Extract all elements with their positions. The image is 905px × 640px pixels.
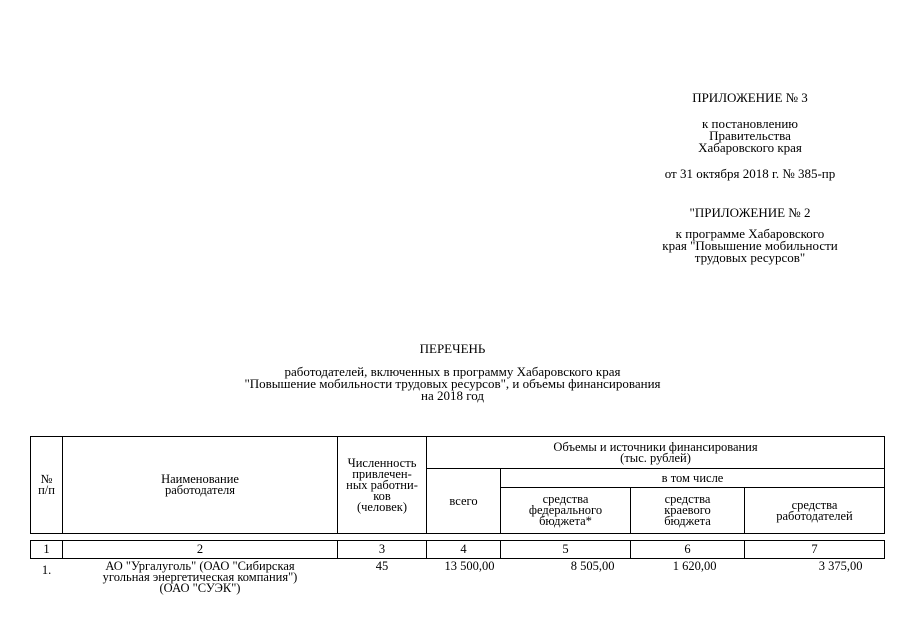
appendix-2-line: к программе Хабаровского [675,226,825,241]
header-regional: средства краевого бюджета [631,488,745,534]
row-count: 45 [375,559,389,573]
appendix-3-date: от 31 октября 2018 г. № 385-пр [664,166,836,181]
appendix-3-line: к постановлению [701,116,799,131]
document-title-block [0,343,905,402]
appendix-3-heading: ПРИЛОЖЕНИЕ № 3 [692,90,808,105]
document-title: ПЕРЕЧЕНЬ [419,341,486,356]
header-name: Наименование работодателя [63,437,338,534]
header-count: Численность привлечен- ных работни- ков (человек) [338,437,427,534]
header-num: № п/п [31,437,63,534]
header-financing: Объемы и источники финансирования (тыс. рублей) [427,437,885,469]
document-subtitle-line: на 2018 год [421,388,484,403]
appendix-3-line: Хабаровского края [698,140,802,155]
column-number: 1 [31,541,63,559]
financing-table [30,436,885,615]
row-employer: 3 375,00 [818,559,863,573]
column-number: 3 [338,541,427,559]
appendix-2-heading: "ПРИЛОЖЕНИЕ № 2 [689,205,811,220]
column-number-row [31,541,885,559]
appendix-2-line: трудовых ресурсов" [694,250,806,265]
column-number: 6 [631,541,745,559]
column-number: 5 [501,541,631,559]
appendix-3-line: Правительства [709,128,791,143]
document-subtitle-line: работодателей, включенных в программу Хабаровского края [284,364,621,379]
row-regional: 1 620,00 [672,559,717,573]
row-employer-name: АО "Ургалуголь" (ОАО "Сибирская угольная энергетическая компания") (ОАО "СУЭК") [102,559,298,595]
table-row [31,559,885,616]
appendix-3-block [600,92,900,180]
header-including: в том числе [501,469,885,488]
row-total: 13 500,00 [444,559,495,573]
column-number: 7 [745,541,885,559]
document-subtitle-line: "Повышение мобильности трудовых ресурсов", и объемы финансирования [244,376,661,391]
column-number: 2 [63,541,338,559]
header-federal: средства федерального бюджета* [501,488,631,534]
header-gap [31,534,885,541]
appendix-2-block [600,207,900,264]
column-number: 4 [427,541,501,559]
appendix-2-line: края "Повышение мобильности [662,238,838,253]
header-employer: средства работодателей [745,488,885,534]
row-num: 1. [41,563,52,577]
row-federal: 8 505,00 [570,559,615,573]
header-total: всего [427,469,501,534]
